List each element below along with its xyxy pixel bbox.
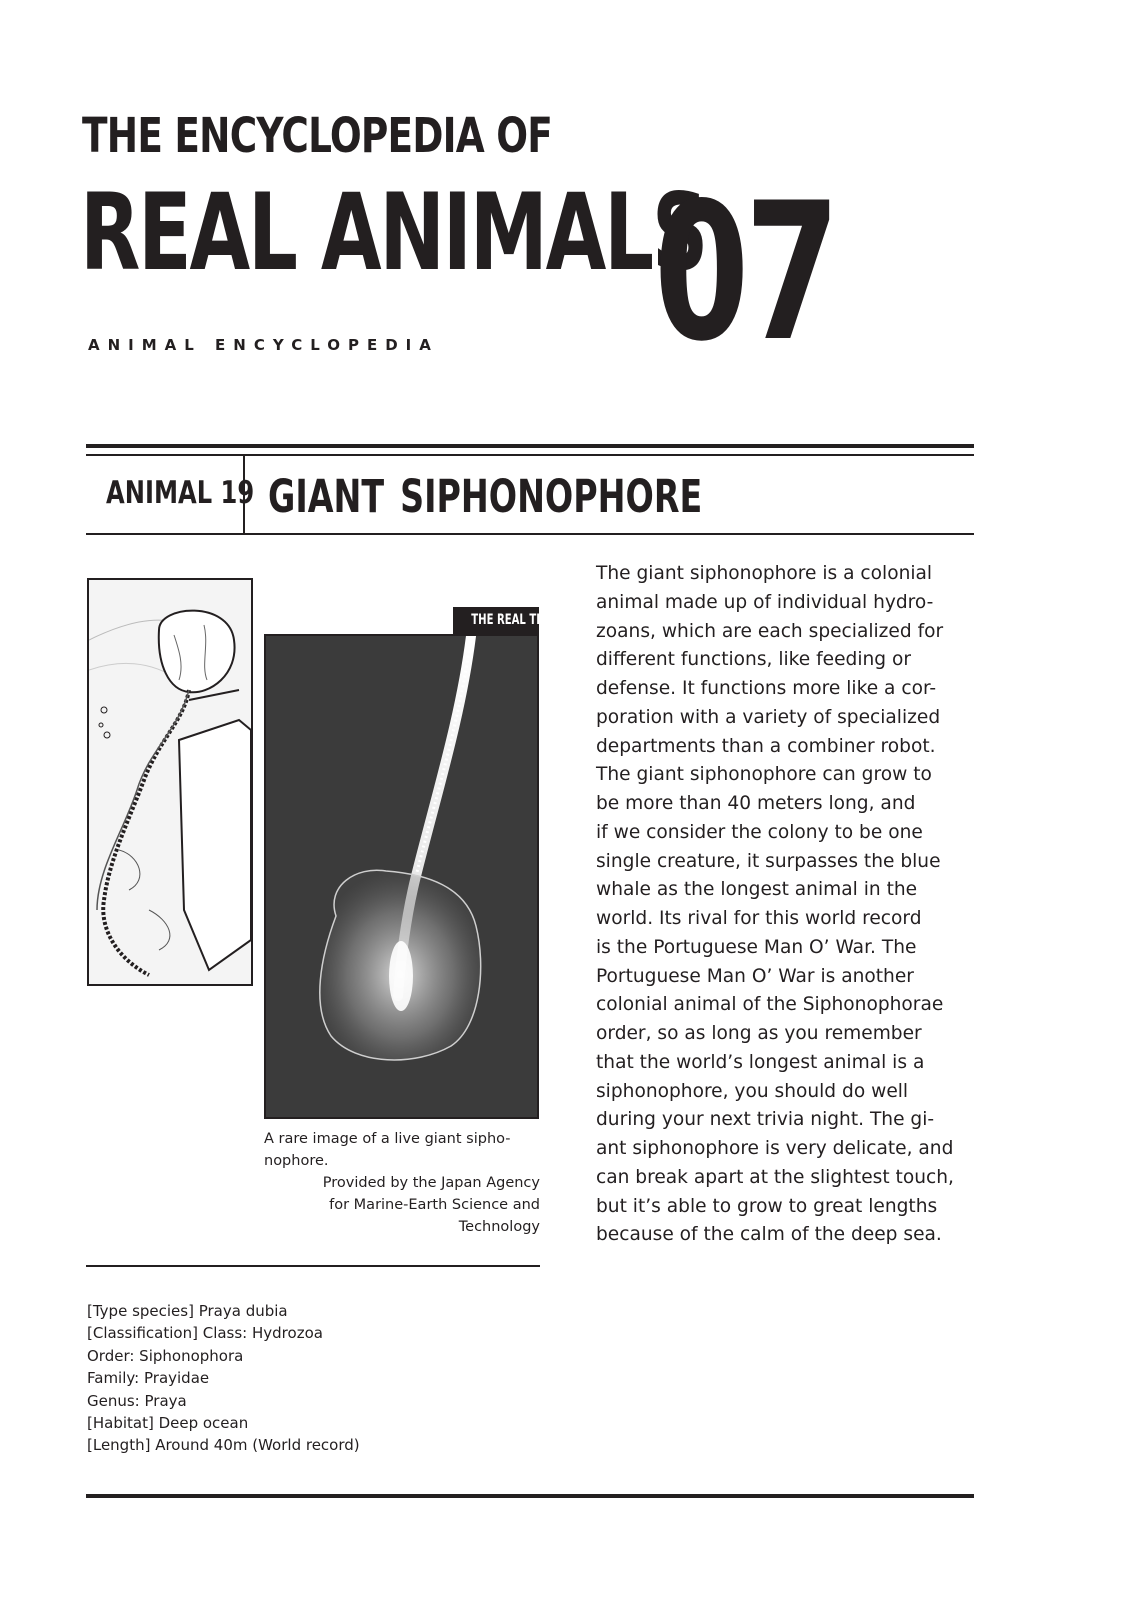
series-title-line2: REAL ANIMALS	[80, 171, 707, 294]
fact-habitat: [Habitat] Deep ocean	[87, 1414, 249, 1433]
photo-caption: A rare image of a live giant sipho- nophore.	[264, 1131, 511, 1169]
siphonophore-illustration	[89, 580, 251, 984]
animal-name: GIANT SIPHONOPHORE	[268, 470, 703, 523]
animal-number: ANIMAL 19	[106, 475, 255, 511]
volume-number: 07	[654, 162, 836, 383]
article-body: The giant siphonophore is a colonial animal made up of individual hydro- zoans, which are each specialized for different functions, like feeding or defense. It functions more like a cor- poration with a variety of specialized departments than a combiner robot. The giant siphonophore can grow to be more than 40 meters long, and if we consider the colony to be one single creature, it surpasses the blue whale as the longest animal in the world. Its rival for this world record is the Portuguese Man O’ War. The Portuguese Man O’ War is another colonial animal of the Siphonophorae order, so as long as you remember that the world’s longest animal is a siphonophore, you should do well during your next trivia night. The gi- ant siphonophore is very delicate, and can break apart at the slightest touch, but it’s able to grow to great lengths because of the calm of the deep sea.	[596, 563, 954, 1246]
illustration-panel	[87, 578, 253, 986]
title-band-bottom-rule	[86, 533, 974, 535]
real-thing-tag: THE REAL THING	[453, 607, 539, 634]
fact-order: Order: Siphonophora	[87, 1346, 244, 1365]
photo-credit: Provided by the Japan Agency for Marine-Earth Science and Technology	[322, 1175, 540, 1235]
page-bottom-rule	[86, 1494, 974, 1498]
siphonophore-photo	[264, 634, 539, 1119]
fact-family: Family: Prayidae	[87, 1369, 210, 1388]
series-title-line1: THE ENCYCLOPEDIA OF	[82, 108, 553, 164]
fact-classification: [Classification] Class: Hydrozoa	[87, 1324, 323, 1343]
series-subtitle: ANIMAL ENCYCLOPEDIA	[88, 336, 439, 354]
fact-type-species: [Type species] Praya dubia	[87, 1302, 288, 1320]
siphonophore-photo-image	[266, 636, 537, 1117]
title-band-top-rule-thin	[86, 454, 974, 456]
title-band-top-rule-thick	[86, 444, 974, 448]
fact-genus: Genus: Praya	[87, 1391, 187, 1410]
fact-length: [Length] Around 40m (World record)	[87, 1436, 360, 1455]
facts-list	[87, 1300, 360, 1457]
facts-top-rule	[86, 1265, 540, 1267]
